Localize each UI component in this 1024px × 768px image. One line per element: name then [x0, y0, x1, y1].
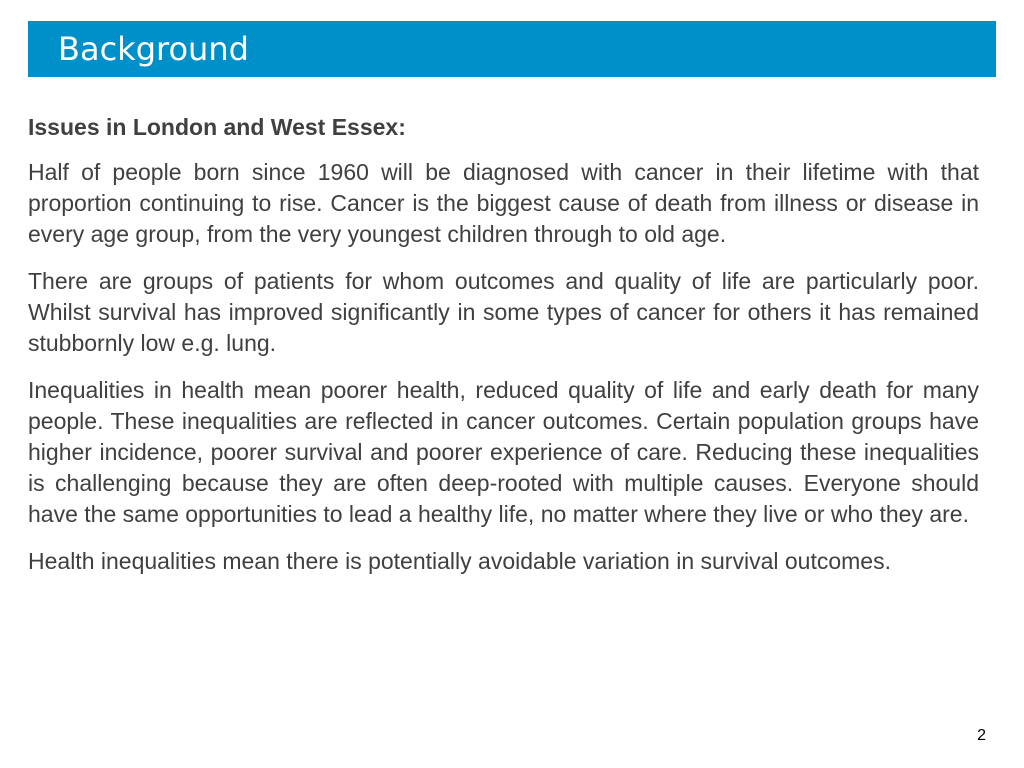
slide-title: Background: [58, 30, 249, 68]
title-bar: [28, 21, 996, 77]
paragraph-patient-outcomes: There are groups of patients for whom outcomes and quality of life are particularly poor. Whilst survival has improved significantly in some types of cancer for others it has remained stubbornly low e.g. lung.: [28, 268, 979, 356]
paragraph-survival-variation: Health inequalities mean there is potentially avoidable variation in survival outcomes.: [28, 548, 891, 574]
subheading: Issues in London and West Essex:: [28, 114, 406, 140]
paragraph-health-inequalities: Inequalities in health mean poorer health, reduced quality of life and early death for many people. These inequalities are reflected in cancer outcomes. Certain population groups have higher incidence, poorer survival and poorer experience of care. Reducing these inequalities is challenging because they are often deep-rooted with multiple causes. Everyone should have the same opportunities to lead a healthy life, no matter where they live or who they are.: [28, 377, 979, 527]
paragraph-cancer-diagnosis: Half of people born since 1960 will be diagnosed with cancer in their lifetime with that proportion continuing to rise. Cancer is the biggest cause of death from illness or disease in every age group, from the very youngest children through to old age.: [28, 159, 979, 247]
slide-content: [28, 112, 979, 593]
page-number: 2: [977, 727, 986, 744]
